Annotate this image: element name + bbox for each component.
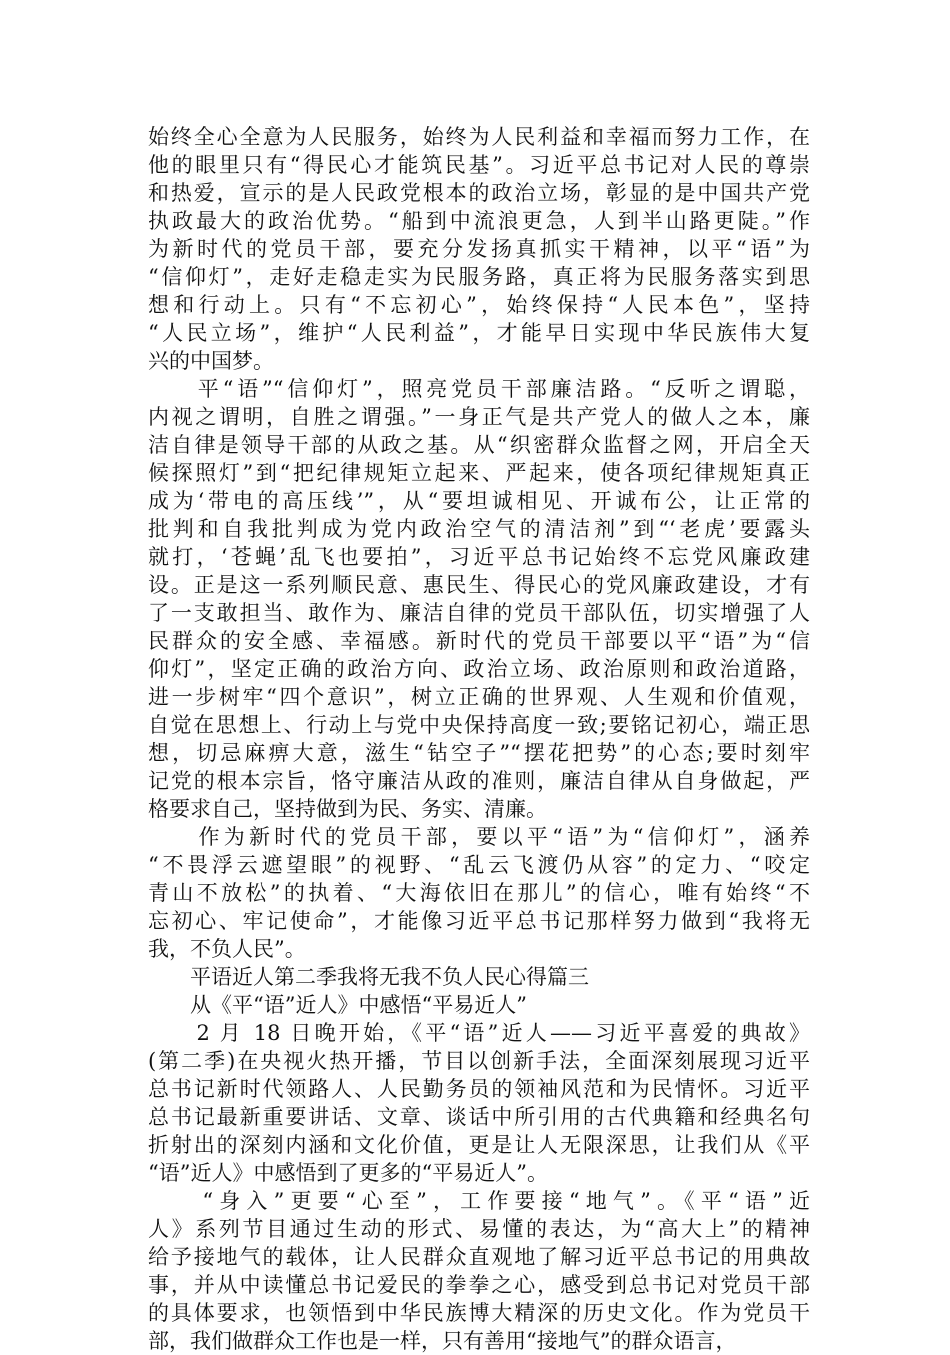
text-line: 青山不放松”的执着、“大海依旧在那儿”的信心，唯有始终“不	[148, 881, 810, 905]
text-line: 洁自律是领导干部的从政之基。从“织密群众监督之网，开启全天	[148, 433, 810, 457]
text-line: (第二季)在央视火热开播，节目以创新手法，全面深刻展现习近平	[148, 1049, 810, 1073]
text-line: “信仰灯”，走好走稳走实为民服务路，真正将为民服务落实到思	[148, 265, 810, 289]
text-line: 批判和自我批判成为党内政治空气的清洁剂”到“‘老虎’要露头	[148, 517, 810, 541]
text-line: 为新时代的党员干部，要充分发扬真抓实干精神，以平“语”为	[148, 237, 810, 261]
text-line: 候探照灯”到“把纪律规矩立起来、严起来，使各项纪律规矩真正	[148, 461, 810, 485]
text-line: 他的眼里只有“得民心才能筑民基”。习近平总书记对人民的尊崇	[148, 153, 810, 177]
article-body	[148, 123, 810, 1355]
text-line: 进一步树牢“四个意识”，树立正确的世界观、人生观和价值观，	[148, 685, 810, 709]
text-line: 民群众的安全感、幸福感。新时代的党员干部要以平“语”为“信	[148, 629, 810, 653]
text-line: 始终全心全意为人民服务，始终为人民利益和幸福而努力工作，在	[148, 125, 810, 149]
text-line: 从《平“语”近人》中感悟“平易近人”	[148, 993, 527, 1017]
paragraph	[148, 1187, 810, 1355]
text-line: 想和行动上。只有“不忘初心”，始终保持“人民本色”，坚持	[148, 293, 810, 317]
text-line: 折射出的深刻内涵和文化价值，更是让人无限深思，让我们从《平	[148, 1133, 810, 1157]
text-line: 仰灯”，坚定正确的政治方向、政治立场、政治原则和政治道路，	[148, 657, 810, 681]
paragraph	[148, 123, 810, 375]
paragraph	[148, 1019, 810, 1187]
text-line: 成为‘带电的高压线’”，从“要坦诚相见、开诚布公，让正常的	[148, 489, 810, 513]
text-line: 了一支敢担当、敢作为、廉洁自律的党员干部队伍，切实增强了人	[148, 601, 810, 625]
text-line: 格要求自己，坚持做到为民、务实、清廉。	[148, 797, 547, 821]
text-line: 部，我们做群众工作也是一样，只有善用“接地气”的群众语言，	[148, 1329, 737, 1353]
text-line: 兴的中国梦。	[148, 349, 274, 373]
paragraph	[148, 991, 810, 1019]
text-line: 2 月 18 日晚开始，《平“语”近人——习近平喜爱的典故》	[148, 1021, 810, 1045]
text-line: 记党的根本宗旨，恪守廉洁从政的准则，廉洁自律从自身做起，严	[148, 769, 810, 793]
text-line: 总书记最新重要讲话、文章、谈话中所引用的古代典籍和经典名句	[148, 1105, 810, 1129]
text-line: “不畏浮云遮望眼”的视野、“乱云飞渡仍从容”的定力、“咬定	[148, 853, 810, 877]
text-line: 总书记新时代领路人、人民勤务员的领袖风范和为民情怀。习近平	[148, 1077, 810, 1101]
paragraph	[148, 375, 810, 823]
text-line: 设。正是这一系列顺民意、惠民生、得民心的党风廉政建设，才有	[148, 573, 810, 597]
text-line: 作为新时代的党员干部，要以平“语”为“信仰灯”，涵养	[148, 825, 810, 849]
text-line: 平语近人第二季我将无我不负人民心得篇三	[148, 965, 589, 989]
text-line: 平“语”“信仰灯”，照亮党员干部廉洁路。“反听之谓聪，	[148, 377, 810, 401]
text-line: 忘初心、牢记使命”，才能像习近平总书记那样努力做到“我将无	[148, 909, 810, 933]
text-line: 想，切忌麻痹大意，滋生“钻空子”“摆花把势”的心态;要时刻牢	[148, 741, 810, 765]
text-line: 和热爱，宣示的是人民政党根本的政治立场，彰显的是中国共产党	[148, 181, 810, 205]
text-line: 给予接地气的载体，让人民群众直观地了解习近平总书记的用典故	[148, 1245, 810, 1269]
paragraph	[148, 963, 810, 991]
text-line: 就打，‘苍蝇’乱飞也要拍”，习近平总书记始终不忘党风廉政建	[148, 545, 810, 569]
text-line: 人》系列节目通过生动的形式、易懂的表达，为“高大上”的精神	[148, 1217, 810, 1241]
text-line: 内视之谓明，自胜之谓强。”一身正气是共产党人的做人之本，廉	[148, 405, 810, 429]
text-line: “身入”更要“心至”，工作要接“地气”。《平“语”近	[148, 1189, 810, 1213]
text-line: 执政最大的政治优势。“船到中流浪更急，人到半山路更陡。”作	[148, 209, 810, 233]
text-line: “语”近人》中感悟到了更多的“平易近人”。	[148, 1161, 548, 1185]
text-line: 事，并从中读懂总书记爱民的拳拳之心，感受到总书记对党员干部	[148, 1273, 810, 1297]
text-line: 的具体要求，也领悟到中华民族博大精深的历史文化。作为党员干	[148, 1301, 810, 1325]
text-line: 我，不负人民”。	[148, 937, 306, 961]
text-line: “人民立场”，维护“人民利益”，才能早日实现中华民族伟大复	[148, 321, 810, 345]
paragraph	[148, 823, 810, 963]
text-line: 自觉在思想上、行动上与党中央保持高度一致;要铭记初心，端正思	[148, 713, 810, 737]
